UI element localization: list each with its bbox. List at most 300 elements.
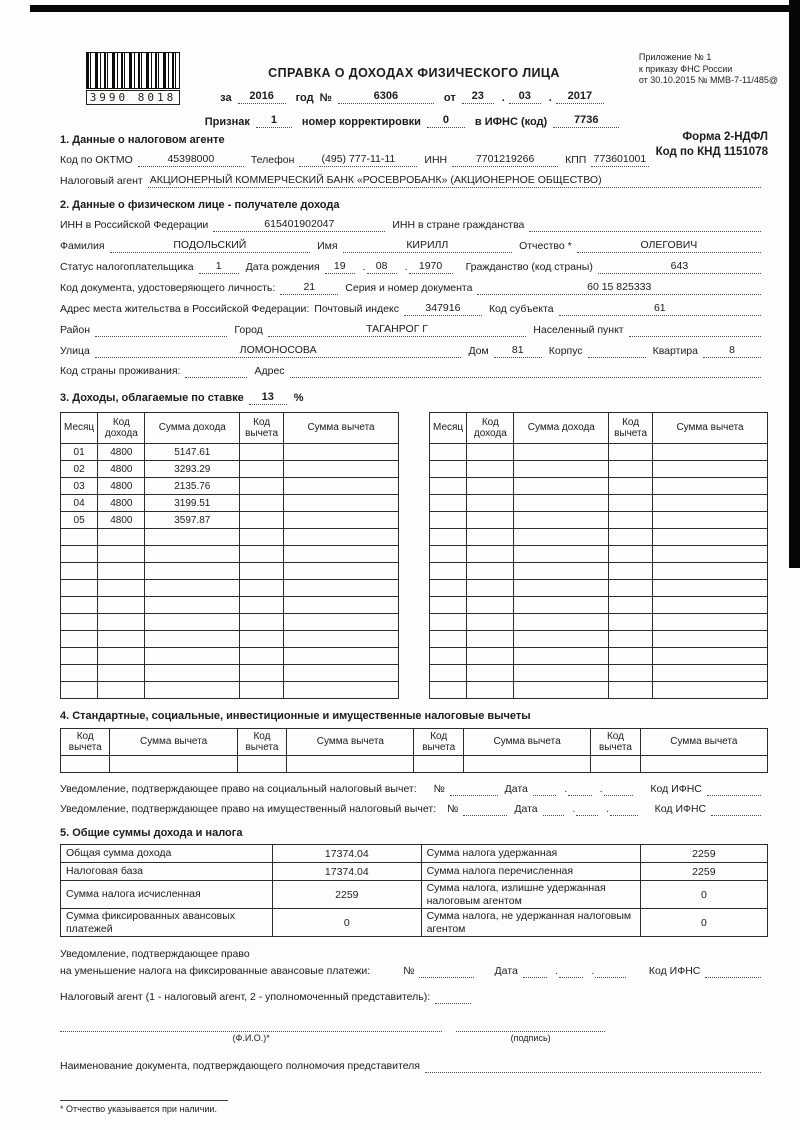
street-value: ЛОМОНОСОВА [95,343,462,358]
notice-number-value [419,976,473,978]
totals-left-label: Сумма налога исчисленная [61,881,273,909]
cell-month [430,631,467,648]
totals-left-label: Сумма фиксированных авансовых платежей [61,909,273,937]
cell-month [61,546,98,563]
cell-month [61,597,98,614]
cell-income-code [467,665,514,682]
agent-inn-value: 7701219266 [452,152,558,167]
cell-income-code [467,444,514,461]
cell-month [61,682,98,699]
notice-number-label: № [447,803,459,815]
cell-deduction-code [61,756,110,773]
notice-ifns-label: Код ИФНС [650,783,702,795]
cell-income-code: 4800 [98,461,145,478]
cell-deduction-sum [284,614,399,631]
cell-income-sum [514,495,609,512]
income-row [61,546,399,563]
id-doc-code-label: Код документа, удостоверяющего личность: [60,282,276,294]
city-value: ТАГАНРОГ Г [268,322,526,337]
cell-month: 05 [61,512,98,529]
cell-income-code [467,512,514,529]
inn-line [60,217,768,232]
cell-deduction-sum [284,512,399,529]
cell-deduction-sum [463,756,590,773]
citizenship-label: Гражданство (код страны) [465,261,593,273]
scan-artifact-top-edge [30,5,800,12]
cell-deduction-code [240,580,284,597]
notice-date-year [595,976,626,978]
cell-deduction-code [609,478,653,495]
appendix-line: Приложение № 1 [638,52,712,62]
cell-deduction-code [240,665,284,682]
notice-date-label: Дата [504,783,528,795]
doc-date-from-label: от [443,92,456,104]
col-header-deduction-sum: Сумма вычета [463,729,590,756]
region-code-label: Код субъекта [488,303,554,315]
cell-deduction-sum [110,756,237,773]
social-notice-label: Уведомление, подтверждающее право на социальный налоговый вычет: [60,783,417,795]
postcode-label: Почтовый индекс [314,303,399,315]
cell-month [430,512,467,529]
building-label: Корпус [548,345,583,357]
signature-field [456,1020,605,1032]
deductions-empty-row [61,756,768,773]
notice-date-year [604,794,634,796]
surname-label: Фамилия [60,240,105,252]
sign-correction-line [60,113,768,128]
section3-title: 3. Доходы, облагаемые по ставке [60,392,244,404]
section3-title-line [60,390,768,405]
cell-income-code: 4800 [98,512,145,529]
deductions-table [60,728,768,773]
oktmo-label: Код по ОКТМО [60,154,133,166]
foreign-address-value [290,376,761,378]
totals-table [60,844,768,937]
cell-income-sum [514,614,609,631]
cell-deduction-code [609,580,653,597]
cell-deduction-code [609,597,653,614]
agent-inn-label: ИНН [424,154,448,166]
cell-month [61,665,98,682]
scan-artifact-right-edge [789,0,800,568]
col-header-deduction-sum: Сумма вычета [287,729,414,756]
cell-deduction-sum [653,648,768,665]
cell-deduction-sum [653,495,768,512]
col-header-month: Месяц [61,413,98,444]
barcode-digits: 3990 8018 [86,90,180,105]
cell-deduction-code [240,512,284,529]
notice-date-month [568,794,591,796]
cell-income-code [467,461,514,478]
income-row [61,529,399,546]
ifns-label: в ИФНС (код) [474,116,548,128]
cell-deduction-code [609,529,653,546]
notice-number-label: № [403,965,415,977]
year-prefix-label: за [220,92,232,104]
cell-deduction-sum [653,563,768,580]
cell-deduction-code [240,597,284,614]
cell-income-code [98,529,145,546]
cell-month [430,580,467,597]
inn-foreign-label: ИНН в стране гражданства [392,219,525,231]
cell-month [61,529,98,546]
cell-month [430,546,467,563]
section4-title: 4. Стандартные, социальные, инвестиционные и имущественные налоговые вычеты [60,710,531,722]
cell-deduction-code [237,756,286,773]
cell-income-code [98,563,145,580]
income-row [61,648,399,665]
cell-deduction-sum [653,529,768,546]
citizenship-value: 643 [598,259,761,274]
section5-title: 5. Общие суммы дохода и налога [60,827,243,839]
date-separator: . [591,965,595,977]
cell-income-code [98,614,145,631]
income-row [61,478,399,495]
income-row [61,461,399,478]
district-value [95,335,227,337]
footnote-text: * Отчество указывается при наличии. [60,1104,217,1114]
cell-month [61,563,98,580]
agent-kpp-label: КПП [565,154,587,166]
cell-deduction-code [240,495,284,512]
notice-ifns-label: Код ИФНС [648,965,701,977]
cell-deduction-sum [284,529,399,546]
birth-month-value: 08 [367,259,397,274]
cell-income-sum [514,648,609,665]
cell-deduction-sum [284,546,399,563]
agent-role-line [60,990,768,1004]
cell-income-sum: 2135.76 [145,478,240,495]
advance-notice-line1 [60,947,768,961]
income-table-left [60,412,399,699]
col-header-month: Месяц [430,413,467,444]
cell-month [61,580,98,597]
col-header-income-sum: Сумма дохода [145,413,240,444]
agent-role-value [435,1002,471,1004]
taxpayer-status-value: 1 [199,259,239,274]
document-title: СПРАВКА О ДОХОДАХ ФИЗИЧЕСКОГО ЛИЦА [268,66,560,80]
notice-date-month [576,814,598,816]
cell-month [430,529,467,546]
year-suffix-label: год [295,92,314,104]
tax-rate-value: 13 [249,390,287,405]
doc-date-month: 03 [509,89,541,104]
cell-month: 01 [61,444,98,461]
cell-income-code [98,597,145,614]
doc-date-day: 23 [462,89,494,104]
notice-date-label: Дата [514,803,538,815]
totals-left-value: 17374.04 [273,845,421,863]
income-row [61,512,399,529]
appendix-line: от 30.10.2015 № ММВ-7-11/485@ [638,75,778,85]
notice-ifns-label: Код ИФНС [654,803,707,815]
cell-income-sum [145,580,240,597]
income-tables [60,412,768,699]
income-row-empty [430,546,768,563]
income-row-empty [430,614,768,631]
cell-income-sum [514,529,609,546]
date-separator: . [362,261,366,273]
cell-income-code [467,529,514,546]
cell-income-code [467,478,514,495]
totals-row [61,881,768,909]
cell-month [430,495,467,512]
form-designation [656,130,768,160]
cell-deduction-code [609,444,653,461]
totals-right-label: Сумма налога, излишне удержанная налоговым агентом [421,881,640,909]
income-row [61,495,399,512]
birth-day-value: 19 [325,259,355,274]
income-row-empty [430,495,768,512]
residence-country-value [185,376,247,378]
cell-income-code [467,682,514,699]
knd-code-label: Код по КНД 1151078 [655,146,768,158]
cell-deduction-sum [284,495,399,512]
appendix-line: к приказу ФНС России [638,63,733,74]
advance-notice-label-1: Уведомление, подтверждающее право [60,948,250,960]
district-city-line [60,322,768,337]
cell-month [61,631,98,648]
cell-deduction-code [609,495,653,512]
cell-deduction-code [240,546,284,563]
cell-deduction-sum [653,597,768,614]
totals-left-value: 0 [273,909,421,937]
totals-left-label: Общая сумма дохода [61,845,273,863]
foreign-address-label: Адрес [254,365,285,377]
notice-ifns-value [707,794,761,796]
fio-caption: (Ф.И.О.)* [232,1033,270,1043]
income-row [61,631,399,648]
cell-deduction-sum [284,682,399,699]
cell-month: 04 [61,495,98,512]
phone-label: Телефон [250,154,295,166]
cell-deduction-code [414,756,463,773]
cell-deduction-sum [653,461,768,478]
cell-income-code [98,580,145,597]
cell-deduction-sum [284,631,399,648]
fio-field [60,1020,442,1032]
income-row-empty [430,563,768,580]
date-separator: . [599,783,603,795]
cell-deduction-sum [284,444,399,461]
cell-deduction-code [609,512,653,529]
cell-income-sum [145,546,240,563]
cell-income-code [467,597,514,614]
col-header-deduction-code: Код вычета [237,729,286,756]
patronymic-label: Отчество * [519,240,572,252]
totals-right-label: Сумма налога перечисленная [421,863,640,881]
cell-income-sum [145,563,240,580]
notice-date-year [610,814,638,816]
col-header-deduction-sum: Сумма вычета [284,413,399,444]
cell-income-sum [514,546,609,563]
col-header-deduction-sum: Сумма вычета [653,413,768,444]
firstname-label: Имя [317,240,338,252]
cell-income-sum [145,614,240,631]
cell-deduction-code [240,648,284,665]
cell-income-sum [514,478,609,495]
cell-income-sum [514,563,609,580]
correction-label: номер корректировки [301,116,421,128]
income-row [61,665,399,682]
cell-income-sum [514,631,609,648]
cell-income-sum [145,631,240,648]
fio-signature-row [60,1020,768,1043]
cell-deduction-sum [653,444,768,461]
cell-income-code [98,546,145,563]
date-separator: . [548,92,552,104]
cell-income-sum [145,529,240,546]
region-code-value: 61 [559,301,761,316]
cell-income-sum [514,665,609,682]
agent-name-label: Налоговый агент [60,175,143,187]
cell-income-sum [514,512,609,529]
cell-month [430,444,467,461]
income-header-row [430,413,768,444]
footnote-rule [60,1100,228,1101]
income-row-empty [430,648,768,665]
cell-deduction-sum [653,682,768,699]
date-separator: . [606,803,609,815]
notice-date-month [559,976,583,978]
income-row-empty [430,682,768,699]
inn-rf-value: 615401902047 [213,217,385,232]
cell-deduction-sum [653,580,768,597]
income-row-empty [430,580,768,597]
oktmo-value: 45398000 [138,152,244,167]
cell-deduction-code [609,563,653,580]
cell-deduction-code [240,563,284,580]
col-header-deduction-code: Код вычета [240,413,284,444]
cell-deduction-code [609,665,653,682]
income-row [61,563,399,580]
correction-value: 0 [427,113,465,128]
residence-country-label: Код страны проживания: [60,365,181,377]
settlement-label: Населенный пункт [533,324,624,336]
cell-income-code [467,580,514,597]
form-name-label: Форма 2-НДФЛ [682,131,768,143]
income-row [61,444,399,461]
cell-income-sum [514,461,609,478]
cell-income-code [467,631,514,648]
date-separator: . [501,92,505,104]
street-line [60,343,768,358]
representative-doc-label: Наименование документа, подтверждающего полномочия представителя [60,1060,420,1072]
status-birth-line [60,259,768,274]
firstname-value: КИРИЛЛ [343,238,513,253]
cell-month [430,665,467,682]
totals-row [61,863,768,881]
col-header-deduction-code: Код вычета [591,729,640,756]
income-row-empty [430,512,768,529]
cell-deduction-code [240,529,284,546]
taxpayer-status-label: Статус налогоплательщика [60,261,194,273]
income-row [61,597,399,614]
country-line [60,364,768,378]
address-line [60,301,768,316]
street-label: Улица [60,345,90,357]
id-doc-number-label: Серия и номер документа [345,282,473,294]
totals-table-body [61,845,768,937]
house-value: 81 [494,343,542,358]
income-table-right-body [430,444,768,699]
cell-deduction-code [240,461,284,478]
cell-income-sum [145,682,240,699]
postcode-value: 347916 [404,301,482,316]
phone-value: (495) 777-11-11 [299,152,417,167]
cell-month [430,648,467,665]
district-label: Район [60,324,90,336]
cell-deduction-sum [284,580,399,597]
house-label: Дом [468,345,489,357]
col-header-deduction-code: Код вычета [414,729,463,756]
cell-income-code [98,631,145,648]
notice-number-label: № [433,783,445,795]
representative-doc-line [60,1059,768,1073]
birthdate-label: Дата рождения [245,261,320,273]
income-table-left-body [61,444,399,699]
cell-deduction-sum [653,512,768,529]
cell-deduction-sum [284,563,399,580]
income-row [61,682,399,699]
cell-month [61,648,98,665]
id-doc-code-value: 21 [280,280,338,295]
col-header-income-code: Код дохода [98,413,145,444]
notice-date-day [523,976,547,978]
col-header-deduction-sum: Сумма вычета [640,729,767,756]
doc-number-value: 6306 [338,89,434,104]
col-header-deduction-code: Код вычета [609,413,653,444]
surname-value: ПОДОЛЬСКИЙ [110,238,311,253]
notice-date-day [533,794,556,796]
inn-rf-label: ИНН в Российской Федерации [60,219,209,231]
col-header-income-code: Код дохода [467,413,514,444]
fio-block [60,1020,442,1043]
income-row [61,614,399,631]
city-label: Город [234,324,263,336]
cell-income-sum [514,597,609,614]
representative-doc-value [425,1071,761,1073]
notice-ifns-value [711,814,761,816]
cell-deduction-code [240,614,284,631]
cell-income-code [467,563,514,580]
income-row-empty [430,478,768,495]
year-value: 2016 [238,89,286,104]
date-separator: . [404,261,408,273]
income-row-empty [430,444,768,461]
ifns-value: 7736 [553,113,619,128]
cell-income-code [98,648,145,665]
cell-income-code: 4800 [98,444,145,461]
totals-right-value: 2259 [640,863,767,881]
cell-month [61,614,98,631]
cell-income-sum [514,444,609,461]
date-separator: . [572,803,576,815]
cell-month [430,461,467,478]
totals-left-label: Налоговая база [61,863,273,881]
cell-income-code: 4800 [98,495,145,512]
social-notice-line [60,782,768,796]
income-header-row [61,413,399,444]
cell-deduction-code [609,461,653,478]
cell-deduction-code [609,546,653,563]
totals-left-value: 2259 [273,881,421,909]
notice-date-label: Дата [494,965,518,977]
totals-left-value: 17374.04 [273,863,421,881]
cell-deduction-sum [640,756,767,773]
totals-row [61,909,768,937]
cell-month [430,563,467,580]
